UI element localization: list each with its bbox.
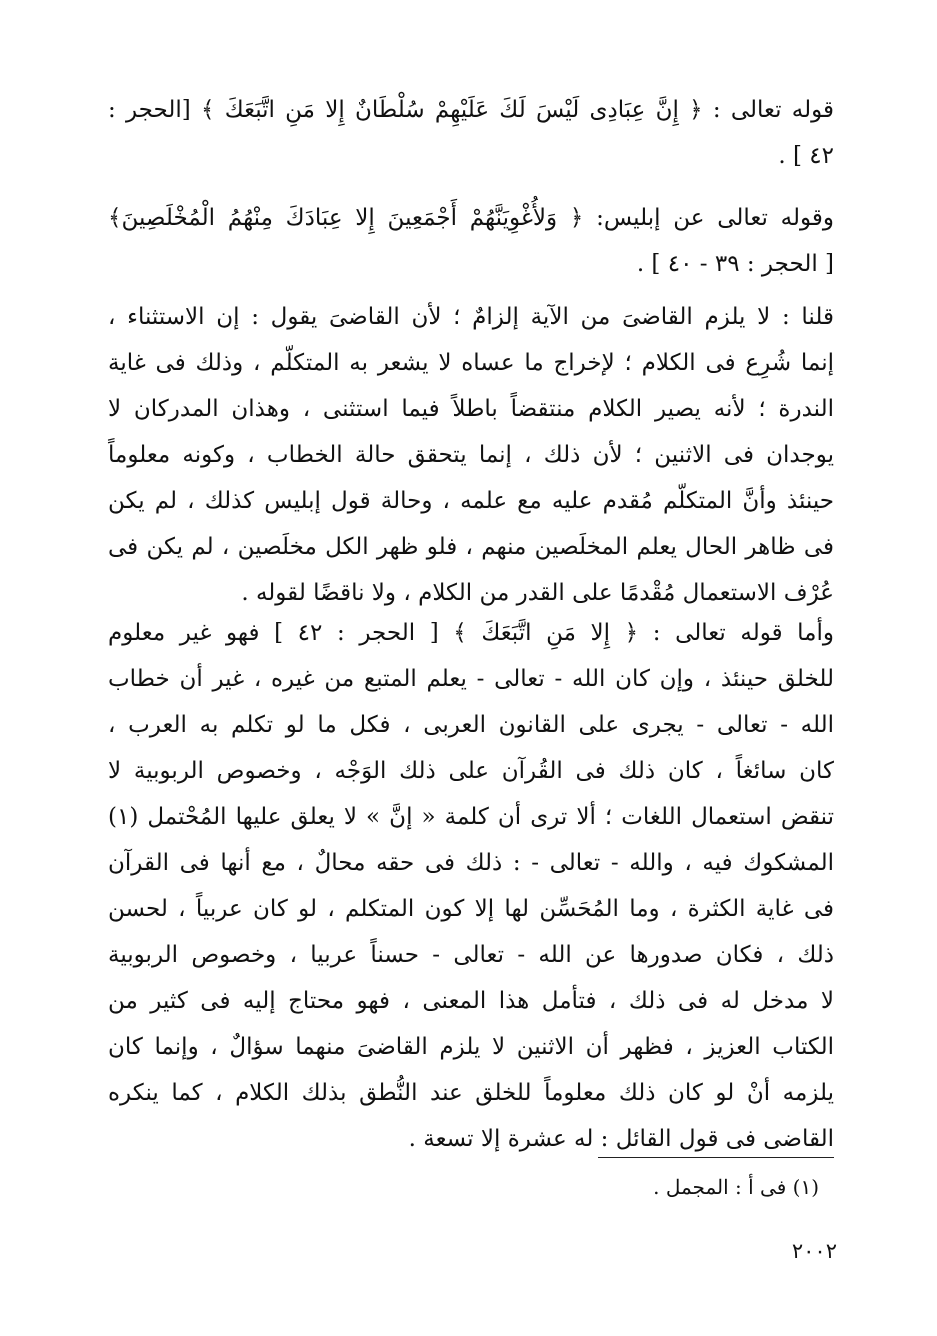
page-number: ٢٠٠٢ [791,1239,837,1263]
text-line: قلنا : لا يلزم القاضىَ من الآية إلزامٌ ؛ لأن القاضىَ يقول : إن الاستثناء ، [108,304,834,330]
text-line: حينئذ وأنَّ المتكلّم مُقدم عليه مع علمه ، وحالة قول إبليس كذلك ، لم يكن [108,488,834,514]
paragraph-quran-quote-1 [108,87,834,179]
footnote: (١) فى أ : المجمل . [653,1175,819,1199]
text-line: قوله تعالى : ﴿ إِنَّ عِبَادِى لَيْسَ لَكَ عَلَيْهِمْ سُلْطَانٌ إِلا مَنِ اتَّبَعَكَ ﴾ [الحجر : [108,97,834,123]
text-line: المشكوك فيه ، والله - تعالى - : ذلك فى حقه محالٌ ، مع أنها فى القرآن [108,850,834,876]
text-line: ذلك ، فكان صدورها عن الله - تعالى - حسناً عربيا ، وخصوص الربوبية [108,942,834,968]
text-line: الندرة ؛ لأنه يصير الكلام منتقضاً باطلاً فيما استثنى ، وهذان المدركان لا [108,396,834,422]
text-line: الكتاب العزيز ، فظهر أن الاثنين لا يلزم القاضىَ منهما سؤالٌ ، وإنما كان [108,1034,835,1060]
text-line: الله - تعالى - يجرى على القانون العربى ، فكل ما لو تكلم به العرب ، [108,712,834,738]
text-line: للخلق حينئذ ، وإن كان الله - تعالى - يعلم المتبع من غيره ، غير أن خطاب [108,666,834,692]
text-line: فى غاية الكثرة ، وما المُحَسِّن لها إلا كون المتكلم ، لو كان عربياً ، لحسن [108,896,834,922]
text-line: [ الحجر : ٣٩ - ٤٠ ] . [636,251,834,277]
text-line: لا مدخل له فى ذلك ، فتأمل هذا المعنى ، فهو محتاج إليه فى كثير من [108,988,834,1014]
paragraph-explanation [108,612,834,1164]
text-line: يلزمه أنْ لو كان ذلك معلوماً للخلق عند النُّطق بذلك الكلام ، كما ينكره [108,1080,834,1106]
text-line: إنما شُرِع فى الكلام ؛ لإخراج ما عساه لا يشعر به المتكلّم ، وذلك فى غاية [108,350,834,376]
text-line: فى ظاهر الحال يعلم المخلَصين منهم ، فلو ظهر الكل مخلَصين ، لم يكن فى [108,534,834,560]
paragraph-response [108,295,834,617]
text-line: تنقض استعمال اللغات ؛ ألا ترى أن كلمة « إنَّ » لا يعلق عليها المُحْتمل (١) [108,804,834,830]
text-line: يوجدان فى الاثنين ؛ لأن ذلك ، إنما يتحقق حالة الخطاب ، وكونه معلوماً [108,442,834,468]
paragraph-quran-quote-2 [108,195,834,287]
text-line: كان سائغاً ، كان ذلك فى القُرآن على ذلك الوَجْه ، وخصوص الربوبية لا [108,758,834,784]
text-line: وأما قوله تعالى : ﴿ إِلا مَنِ اتَّبَعَكَ ﴾ [ الحجر : ٤٢ ] فهو غير معلوم [108,620,834,646]
text-line: القاضى فى قول القائل : له عشرة إلا تسعة . [408,1126,834,1152]
footnote-separator [598,1157,834,1158]
text-line: عُرْف الاستعمال مُقْدمًا على القدر من الكلام ، ولا ناقضًا لقوله . [241,580,834,606]
text-line: وقوله تعالى عن إبليس: ﴿ وَلأُغْوِيَنَّهُمْ أَجْمَعِينَ إِلا عِبَادَكَ مِنْهُمُ الْمُخْلَصِينَ﴾ [108,205,834,231]
text-line: ٤٢ ] . [778,143,834,169]
